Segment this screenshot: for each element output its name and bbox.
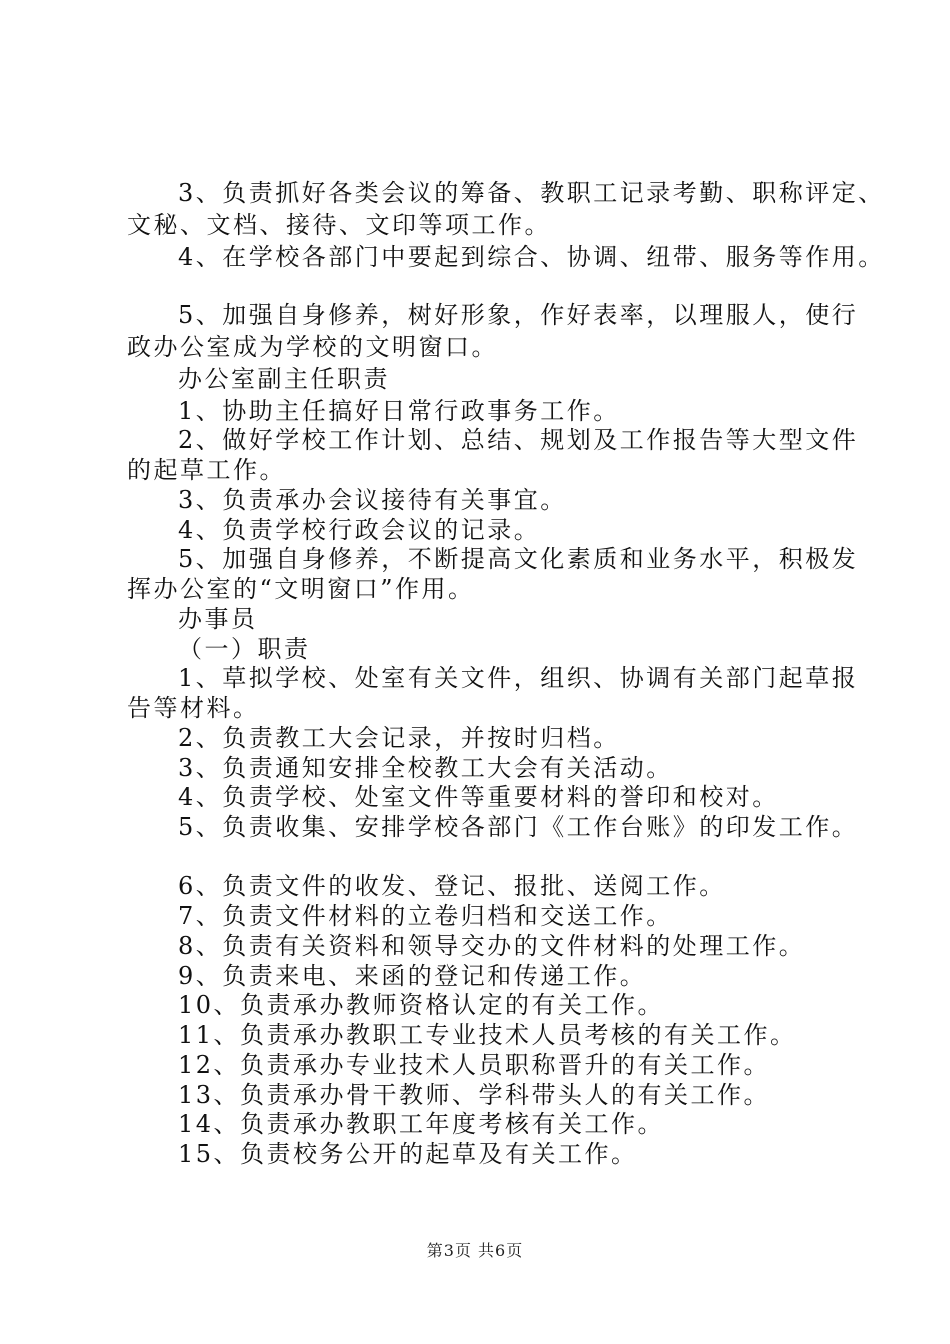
body-line: 2、做好学校工作计划、总结、规划及工作报告等大型文件 [178,426,859,454]
body-line: 4、负责学校行政会议的记录。 [178,516,541,544]
body-line: 4、在学校各部门中要起到综合、协调、纽带、服务等作用。 [178,243,885,271]
body-line: 12、负责承办专业技术人员职称晋升的有关工作。 [178,1051,771,1079]
body-line: 6、负责文件的收发、登记、报批、送阅工作。 [178,872,726,900]
body-line: 政办公室成为学校的文明窗口。 [127,333,498,361]
body-line: 14、负责承办教职工年度考核有关工作。 [178,1110,665,1138]
body-line: 11、负责承办教职工专业技术人员考核的有关工作。 [178,1021,797,1049]
subsection-heading: （一）职责 [178,635,311,663]
body-line: 3、负责抓好各类会议的筹备、教职工记录考勤、职称评定、 [178,179,885,207]
section-heading: 办公室副主任职责 [178,365,390,393]
body-line: 5、加强自身修养，不断提高文化素质和业务水平，积极发 [178,545,859,573]
body-line: 2、负责教工大会记录，并按时归档。 [178,724,620,752]
body-line: 8、负责有关资料和领导交办的文件材料的处理工作。 [178,932,806,960]
body-line: 5、加强自身修养，树好形象，作好表率，以理服人，使行 [178,301,859,329]
body-line: 7、负责文件材料的立卷归档和交送工作。 [178,902,673,930]
body-line: 9、负责来电、来函的登记和传递工作。 [178,962,647,990]
body-line: 13、负责承办骨干教师、学科带头人的有关工作。 [178,1081,771,1109]
body-line: 4、负责学校、处室文件等重要材料的誉印和校对。 [178,783,779,811]
body-line: 告等材料。 [127,694,260,722]
body-line: 5、负责收集、安排学校各部门《工作台账》的印发工作。 [178,813,859,841]
body-line: 15、负责校务公开的起草及有关工作。 [178,1140,638,1168]
body-line: 挥办公室的“文明窗口”作用。 [127,575,475,603]
body-line: 10、负责承办教师资格认定的有关工作。 [178,991,665,1019]
body-line: 1、草拟学校、处室有关文件，组织、协调有关部门起草报 [178,664,859,692]
body-line: 1、协助主任搞好日常行政事务工作。 [178,397,620,425]
section-heading: 办事员 [178,605,258,633]
page-number-footer: 第3页 共6页 [426,1241,524,1260]
body-line: 的起草工作。 [127,456,286,484]
body-line: 3、负责承办会议接待有关事宜。 [178,486,567,514]
body-line: 文秘、文档、接待、文印等项工作。 [127,211,551,239]
body-line: 3、负责通知安排全校教工大会有关活动。 [178,754,673,782]
